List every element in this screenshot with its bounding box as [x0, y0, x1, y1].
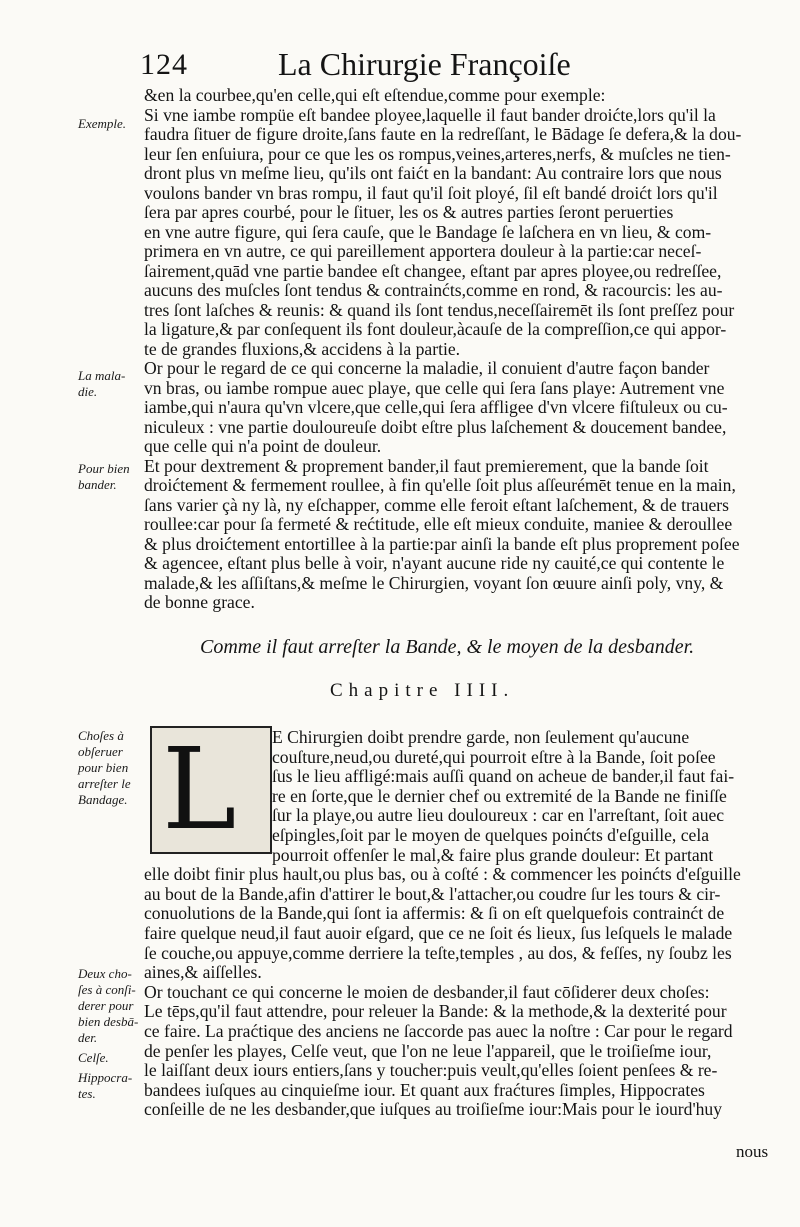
margin-note-line: Hippocra-	[78, 1070, 133, 1085]
chapter-text	[144, 725, 784, 1120]
margin-note-line: die.	[78, 384, 98, 399]
text-line: ſe couche,ou appuye,comme derriere la teſte,temples , au dos, & feſſes, ny ſoubz les	[144, 943, 732, 963]
text-line: tres ſont laſches & reunis: & quand ils ſont tendus,neceſſairemēt ils ſont preſſez pour	[144, 300, 735, 320]
text-line: Or touchant ce qui concerne le moien de desbander,il faut cōſiderer deux choſes:	[144, 982, 710, 1002]
text-line: &en la courbee,qu'en celle,qui eſt eſtendue,comme pour exemple:	[144, 86, 606, 105]
margin-note-line: tes.	[78, 1086, 96, 1101]
margin-note-deux-choses	[78, 966, 144, 1046]
text-line: malade,& les aſſiſtans,& meſme le Chirurgien, voyant ſon œuure ainſi poly, vny, &	[144, 573, 724, 593]
margin-note-line: ſes à conſi-	[78, 982, 136, 997]
margin-note-line: Pour bien	[78, 461, 130, 476]
margin-note-line: der.	[78, 1030, 98, 1045]
text-line: dront plus vn meſme lieu, qu'ils ont faićt en la bandant: Au contraire lors que nous	[144, 164, 722, 183]
text-line: droićtement & fermement roullee, à fin qu'elle ſoit plus aſſeurémēt tenue en la main,	[144, 476, 736, 495]
text-line: de bonne grace.	[144, 593, 255, 612]
chapter-heading: Chapitre IIII.	[330, 680, 515, 701]
text-line: faire quelque neud,il faut auoir eſgard, que ce ne ſoit és lieux, ſus leſquels le malade	[144, 923, 733, 943]
text-line: la ligature,& par conſequent ils font douleur,àcauſe de la compreſſion,ce qui appor-	[144, 320, 727, 339]
margin-note-choses	[78, 728, 144, 808]
text-line: & plus droićtement entortillee à la partie:par ainſi la bande eſt plus proprement poſee	[144, 534, 740, 554]
text-line: & agencee, eſtant plus belle à voir, n'ayant aucune ride ny cauité,ce qui contente le	[144, 554, 725, 573]
text-line: re en ſorte,que le dernier chef ou extremité de la Bande ne finiſſe	[272, 786, 727, 806]
text-line: aucuns des muſcles ſont tendus & contrainćts,comme en rond, & racourcis: les au-	[144, 281, 723, 300]
margin-note-line: arreſter le	[78, 776, 131, 791]
catchword: nous	[736, 1142, 769, 1161]
text-line: au bout de la Bande,afin d'attirer le bout,& l'attacher,ou coudre ſur les tours & cir-	[144, 884, 721, 904]
text-line: ſur la playe,ou autre lieu douloureux : car en l'arreſtant, ſoit auec	[272, 806, 725, 826]
text-line: ſans varier çà ny là, ny eſchapper, comme elle feroit eſtant laſchement, & de trauers	[144, 495, 730, 515]
margin-note-line: bander.	[78, 477, 117, 492]
margin-note-hippocrates	[78, 1070, 144, 1102]
text-line: niculeux : vne partie douloureuſe doibt eſtre plus laſchement & doucement bandee,	[144, 417, 727, 437]
text-line: ſairement,quād vne partie bandee eſt changee, eſtant par apres ployee,ou redreſſee,	[144, 261, 722, 281]
margin-note-pour-bien-bander	[78, 461, 144, 493]
margin-note-line: pour bien	[78, 760, 129, 775]
text-line: ſera par apres courbé, pour le ſituer, les os & autres parties ſeront peruerties	[144, 203, 674, 222]
margin-note-line: Deux cho-	[78, 966, 132, 981]
margin-note-line: obſeruer	[78, 744, 123, 759]
drop-cap-letter: L	[162, 725, 237, 855]
page-header	[140, 44, 700, 88]
text-line: roullee:car pour ſa fermeté & rećtitude, elle eſt mieux conduite, maniee & deroullee	[144, 515, 733, 534]
margin-note-maladie	[78, 368, 144, 400]
text-line: voulons bander vn bras rompu, il faut qu'il ſoit ployé, ſil eſt bandé droićt lors qu'il	[144, 183, 718, 203]
text-line: eſpingles,ſoit par le moyen de quelques poinćts d'eſguille, cela	[272, 825, 710, 845]
text-line: iambe,qui n'aura qu'vn vlcere,que celle,qui ſera affligee d'vn vlcere fiſtuleux ou cu-	[144, 398, 728, 417]
margin-note-line: bien desbā-	[78, 1014, 139, 1029]
margin-note-line: Exemple.	[78, 116, 127, 131]
margin-note-exemple	[78, 116, 144, 132]
text-line: pourroit offenſer le mal,& faire plus grande douleur: Et partant	[272, 845, 714, 865]
text-line: Le tēps,qu'il faut attendre, pour releuer la Bande: & la methode,& la dexterité pour	[144, 1002, 727, 1022]
text-line: conuolutions de la Bande,qui ſont ia affermis: & ſi on eſt quelquefois contrainćt de	[144, 904, 725, 924]
text-line: E Chirurgien doibt prendre garde, non ſeulement qu'aucune	[272, 728, 690, 747]
margin-note-line: Choſes à	[78, 728, 124, 743]
text-line: bandees iuſques au cinquieſme iour. Et quant aux fraćtures ſimples, Hippocrates	[144, 1080, 705, 1100]
margin-note-line: La mala-	[78, 368, 126, 383]
text-line: couſture,neud,ou dureté,qui pourroit eſtre à la Bande, ſoit poſee	[272, 747, 716, 767]
text-line: faudra ſituer de figure droite,ſans faute en la redreſſant, le Bādage ſe defera,& la dou-	[144, 125, 742, 144]
text-line: Or pour le regard de ce qui concerne la maladie, il conuient d'autre façon bander	[144, 359, 710, 378]
text-line: en vne autre figure, qui ſera cauſe, que le Bandage ſe laſchera en vn lieu, & com-	[144, 222, 712, 242]
section-title: Comme il faut arreſter la Bande, & le moyen de la desbander.	[200, 636, 695, 658]
running-title: La Chirurgie Françoiſe	[278, 46, 571, 82]
text-line: ce faire. La praćtique des anciens ne ſaccorde pas auec la noſtre : Car pour le regard	[144, 1021, 733, 1041]
body-text	[144, 86, 784, 613]
text-line: ſus le lieu affligé:mais auſſi quand on acheue de bander,il faut fai-	[272, 767, 735, 787]
page-number: 124	[140, 48, 188, 81]
margin-note-celse	[78, 1050, 144, 1066]
text-line: elle doibt finir plus hault,ou plus bas, ou à coſté : & commencer les poinćts d'eſguille	[144, 865, 741, 885]
margin-note-line: derer pour	[78, 998, 134, 1013]
text-line: que celle qui n'a point de douleur.	[144, 437, 382, 456]
text-line: conſeille de ne les desbander,que iuſques au troiſieſme iour:Mais pour le iourd'huy	[144, 1100, 723, 1120]
text-line: Si vne iambe rompüe eſt bandee ployee,laquelle il faut bander droićte,lors qu'il la	[144, 105, 716, 125]
margin-note-line: Bandage.	[78, 792, 128, 807]
text-line: Et pour dextrement & proprement bander,il faut premierement, que la bande ſoit	[144, 456, 709, 476]
text-line: le laiſſant deux iours entiers,ſans y toucher:puis veult,qu'elles ſoient penſees & re-	[144, 1061, 718, 1081]
margin-note-line: Celſe.	[78, 1050, 109, 1065]
text-line: aines,& aiſſelles.	[144, 963, 262, 983]
text-line: vn bras, ou iambe rompue auec playe, que celle qui ſera ſans playe: Autrement vne	[144, 378, 725, 398]
text-line: leur ſen enſuiura, pour ce que les os rompus,veines,arteres,nerfs, & muſcles ne tien-	[144, 144, 731, 164]
text-line: de penſer les playes, Celſe veut, que l'on ne leue l'appareil, que le troiſieſme iour,	[144, 1041, 712, 1061]
text-line: primera en vn autre, ce qui pareillement apportera douleur à la partie:car neceſ-	[144, 242, 702, 261]
text-line: te de grandes fluxions,& accidens à la partie.	[144, 339, 461, 359]
